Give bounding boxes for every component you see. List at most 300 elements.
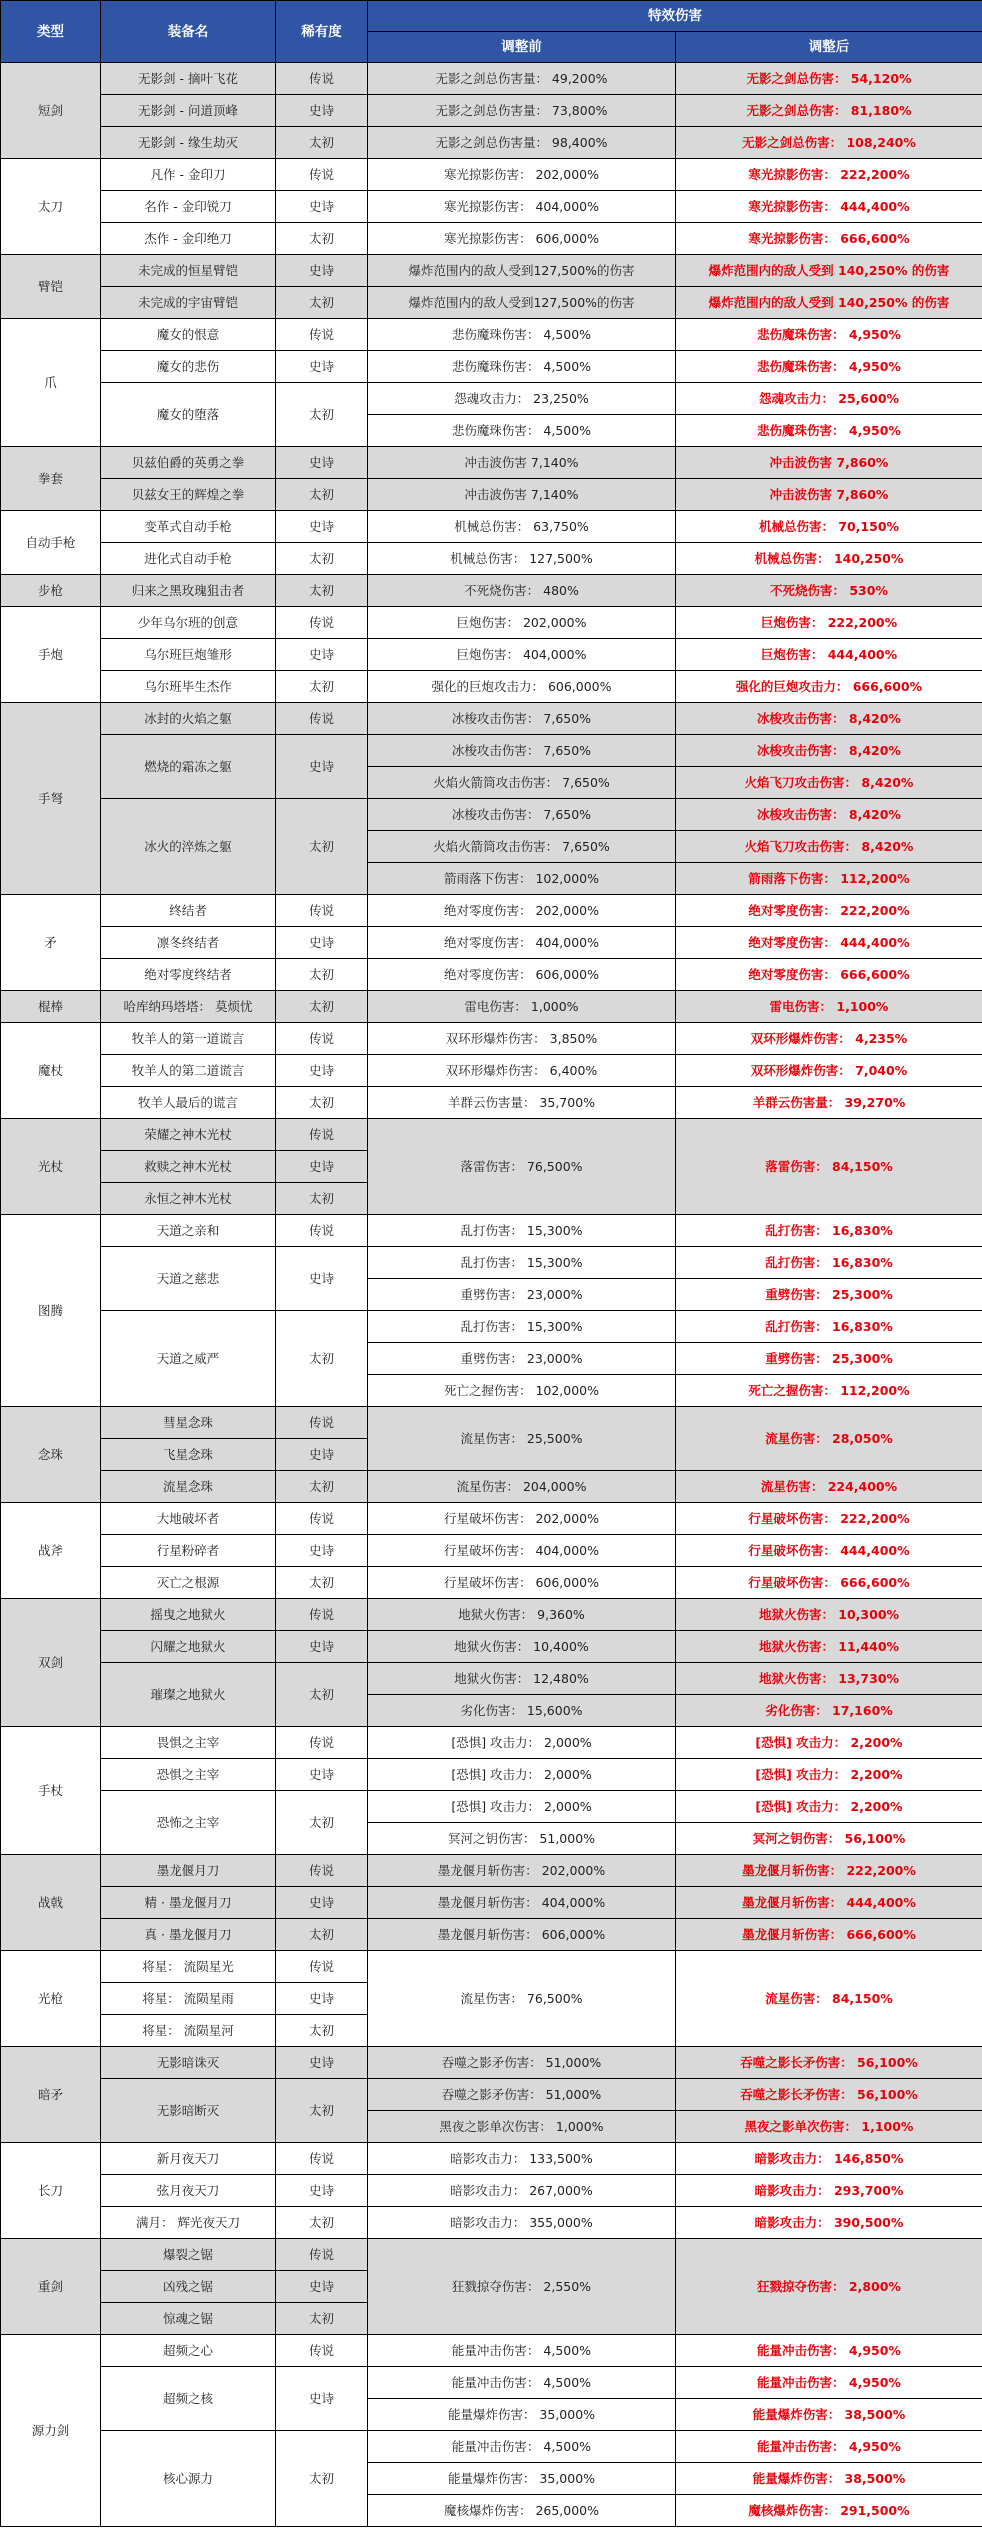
rarity-cell: 太初 [276,2015,368,2047]
after-value-cell: 爆炸范围内的敌人受到 140,250% 的伤害 [676,255,982,287]
after-value-cell: [恐惧] 攻击力： 2,200% [676,1727,982,1759]
table-row [1,2367,982,2399]
before-value-cell: 地狱火伤害： 12,480% [368,1663,676,1695]
weapon-type-cell: 手炮 [1,607,101,703]
rarity-cell: 太初 [276,223,368,255]
after-value-cell: 冲击波伤害 7,860% [676,479,982,511]
rarity-cell: 史诗 [276,1151,368,1183]
table-row [1,1407,982,1439]
rarity-cell: 传说 [276,2335,368,2367]
rarity-cell: 史诗 [276,1439,368,1471]
after-value-cell: [恐惧] 攻击力： 2,200% [676,1759,982,1791]
header-type: 类型 [1,1,101,63]
equipment-name-cell: 真 · 墨龙偃月刀 [101,1919,276,1951]
before-value-cell: 能量爆炸伤害： 35,000% [368,2399,676,2431]
before-value-cell: 无影之剑总伤害量： 98,400% [368,127,676,159]
weapon-type-cell: 矛 [1,895,101,991]
equipment-name-cell: 行星粉碎者 [101,1535,276,1567]
rarity-cell: 传说 [276,2239,368,2271]
rarity-cell: 太初 [276,1567,368,1599]
after-value-cell: 火焰飞刀攻击伤害： 8,420% [676,767,982,799]
before-value-cell: 乱打伤害： 15,300% [368,1215,676,1247]
before-value-cell: 暗影攻击力： 267,000% [368,2175,676,2207]
rarity-cell: 史诗 [276,735,368,799]
after-value-cell: 行星破坏伤害： 222,200% [676,1503,982,1535]
before-value-cell: 乱打伤害： 15,300% [368,1247,676,1279]
equipment-name-cell: 救赎之神木光杖 [101,1151,276,1183]
after-value-cell: 墨龙偃月斩伤害： 666,600% [676,1919,982,1951]
rarity-cell: 史诗 [276,1759,368,1791]
rarity-cell: 传说 [276,1503,368,1535]
table-row [1,191,982,223]
before-value-cell: 寒光掠影伤害： 404,000% [368,191,676,223]
before-value-cell: 能量冲击伤害： 4,500% [368,2431,676,2463]
table-row [1,671,982,703]
equipment-name-cell: 燃烧的霜冻之躯 [101,735,276,799]
before-value-cell: 无影之剑总伤害量： 49,200% [368,63,676,95]
rarity-cell: 太初 [276,671,368,703]
weapon-type-cell: 战斧 [1,1503,101,1599]
before-value-cell: 冲击波伤害 7,140% [368,447,676,479]
rarity-cell: 传说 [276,607,368,639]
rarity-cell: 传说 [276,1855,368,1887]
table-row [1,2175,982,2207]
equipment-name-cell: 牧羊人的第二道谎言 [101,1055,276,1087]
before-value-cell: 机械总伤害： 127,500% [368,543,676,575]
after-value-cell: 暗影攻击力： 390,500% [676,2207,982,2239]
weapon-type-cell: 魔杖 [1,1023,101,1119]
after-value-cell: 火焰飞刀攻击伤害： 8,420% [676,831,982,863]
equipment-name-cell: 闪耀之地狱火 [101,1631,276,1663]
after-value-cell: 落雷伤害： 84,150% [676,1119,982,1215]
before-value-cell: 绝对零度伤害： 404,000% [368,927,676,959]
rarity-cell: 传说 [276,159,368,191]
rarity-cell: 太初 [276,1663,368,1727]
weapon-type-cell: 暗矛 [1,2047,101,2143]
weapon-type-cell: 短剑 [1,63,101,159]
rarity-cell: 史诗 [276,1887,368,1919]
rarity-cell: 史诗 [276,2367,368,2431]
table-body [1,63,982,2527]
rarity-cell: 太初 [276,1919,368,1951]
after-value-cell: 流星伤害： 28,050% [676,1407,982,1471]
equipment-name-cell: 天道之威严 [101,1311,276,1407]
table-row [1,735,982,767]
after-value-cell: 冰梭攻击伤害： 8,420% [676,735,982,767]
weapon-type-cell: 念珠 [1,1407,101,1503]
weapon-type-cell: 手杖 [1,1727,101,1855]
equipment-name-cell: 墨龙偃月刀 [101,1855,276,1887]
before-value-cell: 暗影攻击力： 355,000% [368,2207,676,2239]
weapon-type-cell: 爪 [1,319,101,447]
after-value-cell: 双环形爆炸伤害： 7,040% [676,1055,982,1087]
before-value-cell: 乱打伤害： 15,300% [368,1311,676,1343]
table-row [1,2047,982,2079]
rarity-cell: 史诗 [276,511,368,543]
table-row [1,127,982,159]
rarity-cell: 史诗 [276,1983,368,2015]
weapon-type-cell: 双剑 [1,1599,101,1727]
equipment-name-cell: 恐怖之主宰 [101,1791,276,1855]
equipment-name-cell: 未完成的宇宙臂铠 [101,287,276,319]
equipment-name-cell: 无影剑 - 缘生劫灭 [101,127,276,159]
after-value-cell: 能量爆炸伤害： 38,500% [676,2463,982,2495]
weapon-type-cell: 太刀 [1,159,101,255]
before-value-cell: 重劈伤害： 23,000% [368,1279,676,1311]
before-value-cell: 火焰火箭筒攻击伤害： 7,650% [368,767,676,799]
rarity-cell: 史诗 [276,2047,368,2079]
after-value-cell: 冰梭攻击伤害： 8,420% [676,799,982,831]
before-value-cell: 爆炸范围内的敌人受到127,500%的伤害 [368,287,676,319]
after-value-cell: 冰梭攻击伤害： 8,420% [676,703,982,735]
rarity-cell: 传说 [276,2143,368,2175]
equipment-name-cell: 璀璨之地狱火 [101,1663,276,1727]
table-row [1,1663,982,1695]
before-value-cell: 绝对零度伤害： 606,000% [368,959,676,991]
before-value-cell: 巨炮伤害： 404,000% [368,639,676,671]
after-value-cell: 乱打伤害： 16,830% [676,1215,982,1247]
table-row [1,1855,982,1887]
table-row [1,543,982,575]
rarity-cell: 传说 [276,895,368,927]
table-row [1,1951,982,1983]
equipment-name-cell: 将星： 流陨星光 [101,1951,276,1983]
before-value-cell: 地狱火伤害： 9,360% [368,1599,676,1631]
after-value-cell: 能量冲击伤害： 4,950% [676,2367,982,2399]
table-row [1,1055,982,1087]
equipment-name-cell: 超频之核 [101,2367,276,2431]
table-row [1,607,982,639]
equipment-name-cell: 大地破坏者 [101,1503,276,1535]
after-value-cell: 重劈伤害： 25,300% [676,1343,982,1375]
rarity-cell: 太初 [276,543,368,575]
rarity-cell: 太初 [276,991,368,1023]
table-row [1,1215,982,1247]
after-value-cell: 绝对零度伤害： 666,600% [676,959,982,991]
after-value-cell: 狂戮掠夺伤害： 2,800% [676,2239,982,2335]
before-value-cell: 怨魂攻击力： 23,250% [368,383,676,415]
before-value-cell: 寒光掠影伤害： 606,000% [368,223,676,255]
weapon-type-cell: 长刀 [1,2143,101,2239]
equipment-name-cell: 精 · 墨龙偃月刀 [101,1887,276,1919]
equipment-name-cell: 天道之亲和 [101,1215,276,1247]
equipment-name-cell: 爆裂之锯 [101,2239,276,2271]
before-value-cell: 悲伤魔珠伤害： 4,500% [368,319,676,351]
after-value-cell: 巨炮伤害： 444,400% [676,639,982,671]
before-value-cell: 双环形爆炸伤害： 6,400% [368,1055,676,1087]
rarity-cell: 史诗 [276,351,368,383]
equipment-name-cell: 满月： 辉光夜天刀 [101,2207,276,2239]
before-value-cell: 墨龙偃月斩伤害： 202,000% [368,1855,676,1887]
before-value-cell: 地狱火伤害： 10,400% [368,1631,676,1663]
rarity-cell: 史诗 [276,255,368,287]
weapon-type-cell: 源力剑 [1,2335,101,2527]
equipment-name-cell: 魔女的堕落 [101,383,276,447]
table-row [1,1311,982,1343]
after-value-cell: 劣化伤害： 17,160% [676,1695,982,1727]
table-row [1,2335,982,2367]
rarity-cell: 太初 [276,127,368,159]
rarity-cell: 史诗 [276,95,368,127]
table-row [1,991,982,1023]
after-value-cell: 悲伤魔珠伤害： 4,950% [676,319,982,351]
table-row [1,1631,982,1663]
rarity-cell: 太初 [276,1471,368,1503]
equipment-name-cell: 贝兹女王的辉煌之拳 [101,479,276,511]
rarity-cell: 传说 [276,1119,368,1151]
before-value-cell: 吞噬之影矛伤害： 51,000% [368,2079,676,2111]
rarity-cell: 太初 [276,2207,368,2239]
equipment-name-cell: 恐惧之主宰 [101,1759,276,1791]
before-value-cell: 冥河之钥伤害： 51,000% [368,1823,676,1855]
equipment-name-cell: 将星： 流陨星雨 [101,1983,276,2015]
after-value-cell: 雷电伤害： 1,100% [676,991,982,1023]
table-row [1,895,982,927]
after-value-cell: 暗影攻击力： 293,700% [676,2175,982,2207]
after-value-cell: 寒光掠影伤害： 222,200% [676,159,982,191]
after-value-cell: 行星破坏伤害： 444,400% [676,1535,982,1567]
before-value-cell: 绝对零度伤害： 202,000% [368,895,676,927]
before-value-cell: 能量冲击伤害： 4,500% [368,2367,676,2399]
table-row [1,1535,982,1567]
table-row [1,63,982,95]
after-value-cell: 绝对零度伤害： 444,400% [676,927,982,959]
equipment-name-cell: 乌尔班巨炮雏形 [101,639,276,671]
table-row [1,1119,982,1151]
after-value-cell: 绝对零度伤害： 222,200% [676,895,982,927]
equipment-name-cell: 摇曳之地狱火 [101,1599,276,1631]
after-value-cell: 魔核爆炸伤害： 291,500% [676,2495,982,2527]
before-value-cell: 双环形爆炸伤害： 3,850% [368,1023,676,1055]
table-row [1,2207,982,2239]
table-row [1,927,982,959]
before-value-cell: 墨龙偃月斩伤害： 404,000% [368,1887,676,1919]
equipment-name-cell: 荣耀之神木光杖 [101,1119,276,1151]
table-row [1,95,982,127]
equipment-name-cell: 天道之慈悲 [101,1247,276,1311]
table-row [1,479,982,511]
before-value-cell: 雷电伤害： 1,000% [368,991,676,1023]
rarity-cell: 太初 [276,479,368,511]
rarity-cell: 史诗 [276,1247,368,1311]
rarity-cell: 史诗 [276,191,368,223]
header-after: 调整后 [676,32,982,63]
table-row [1,703,982,735]
equipment-name-cell: 魔女的恨意 [101,319,276,351]
after-value-cell: 寒光掠影伤害： 666,600% [676,223,982,255]
before-value-cell: 爆炸范围内的敌人受到127,500%的伤害 [368,255,676,287]
weapon-type-cell: 光枪 [1,1951,101,2047]
after-value-cell: 寒光掠影伤害： 444,400% [676,191,982,223]
before-value-cell: 火焰火箭筒攻击伤害： 7,650% [368,831,676,863]
before-value-cell: 行星破坏伤害： 606,000% [368,1567,676,1599]
after-value-cell: 能量冲击伤害： 4,950% [676,2431,982,2463]
rarity-cell: 太初 [276,1087,368,1119]
after-value-cell: 流星伤害： 224,400% [676,1471,982,1503]
table-row [1,1599,982,1631]
after-value-cell: 双环形爆炸伤害： 4,235% [676,1023,982,1055]
rarity-cell: 传说 [276,1951,368,1983]
after-value-cell: 黑夜之影单次伤害： 1,100% [676,2111,982,2143]
before-value-cell: 无影之剑总伤害量： 73,800% [368,95,676,127]
table-row [1,799,982,831]
table-row [1,2143,982,2175]
after-value-cell: 吞噬之影长矛伤害： 56,100% [676,2079,982,2111]
after-value-cell: 暗影攻击力： 146,850% [676,2143,982,2175]
equipment-name-cell: 凛冬终结者 [101,927,276,959]
equipment-name-cell: 新月夜天刀 [101,2143,276,2175]
before-value-cell: 冰梭攻击伤害： 7,650% [368,735,676,767]
rarity-cell: 太初 [276,2431,368,2527]
before-value-cell: [恐惧] 攻击力： 2,000% [368,1759,676,1791]
equipment-name-cell: 凶残之锯 [101,2271,276,2303]
after-value-cell: 乱打伤害： 16,830% [676,1311,982,1343]
table-row [1,447,982,479]
equipment-name-cell: 乌尔班毕生杰作 [101,671,276,703]
equipment-name-cell: 将星： 流陨星河 [101,2015,276,2047]
rarity-cell: 史诗 [276,1631,368,1663]
before-value-cell: 流星伤害： 204,000% [368,1471,676,1503]
before-value-cell: 冰梭攻击伤害： 7,650% [368,703,676,735]
rarity-cell: 史诗 [276,447,368,479]
rarity-cell: 太初 [276,1183,368,1215]
rarity-cell: 史诗 [276,1055,368,1087]
weapon-type-cell: 拳套 [1,447,101,511]
weapon-type-cell: 手弩 [1,703,101,895]
equipment-name-cell: 核心源力 [101,2431,276,2527]
equipment-name-cell: 杰作 - 金印绝刀 [101,223,276,255]
equipment-name-cell: 无影剑 - 摘叶飞花 [101,63,276,95]
after-value-cell: 行星破坏伤害： 666,600% [676,1567,982,1599]
after-value-cell: 悲伤魔珠伤害： 4,950% [676,351,982,383]
equipment-name-cell: 少年乌尔班的创意 [101,607,276,639]
table-row [1,1919,982,1951]
equipment-name-cell: 灭亡之根源 [101,1567,276,1599]
rarity-cell: 太初 [276,383,368,447]
table-row [1,2079,982,2111]
equipment-name-cell: 永恒之神木光杖 [101,1183,276,1215]
before-value-cell: [恐惧] 攻击力： 2,000% [368,1727,676,1759]
after-value-cell: 怨魂攻击力： 25,600% [676,383,982,415]
table-row [1,1567,982,1599]
rarity-cell: 传说 [276,1727,368,1759]
after-value-cell: 吞噬之影长矛伤害： 56,100% [676,2047,982,2079]
rarity-cell: 太初 [276,1791,368,1855]
after-value-cell: 能量冲击伤害： 4,950% [676,2335,982,2367]
before-value-cell: 落雷伤害： 76,500% [368,1119,676,1215]
after-value-cell: 巨炮伤害： 222,200% [676,607,982,639]
equipment-name-cell: 归来之黑玫瑰狙击者 [101,575,276,607]
after-value-cell: 强化的巨炮攻击力： 666,600% [676,671,982,703]
equipment-name-cell: 变革式自动手枪 [101,511,276,543]
weapon-type-cell: 重剑 [1,2239,101,2335]
table-row [1,1023,982,1055]
after-value-cell: 墨龙偃月斩伤害： 222,200% [676,1855,982,1887]
before-value-cell: 劣化伤害： 15,600% [368,1695,676,1727]
before-value-cell: 冰梭攻击伤害： 7,650% [368,799,676,831]
rarity-cell: 太初 [276,799,368,895]
before-value-cell: 不死烧伤害： 480% [368,575,676,607]
weapon-type-cell: 图腾 [1,1215,101,1407]
before-value-cell: 行星破坏伤害： 404,000% [368,1535,676,1567]
before-value-cell: 巨炮伤害： 202,000% [368,607,676,639]
table-row [1,2239,982,2271]
after-value-cell: 重劈伤害： 25,300% [676,1279,982,1311]
table-row [1,255,982,287]
equipment-name-cell: 未完成的恒星臂铠 [101,255,276,287]
rarity-cell: 太初 [276,1311,368,1407]
before-value-cell: 能量爆炸伤害： 35,000% [368,2463,676,2495]
before-value-cell: 机械总伤害： 63,750% [368,511,676,543]
equipment-name-cell: 弦月夜天刀 [101,2175,276,2207]
rarity-cell: 史诗 [276,2271,368,2303]
table-row [1,511,982,543]
before-value-cell: 悲伤魔珠伤害： 4,500% [368,351,676,383]
equipment-name-cell: 终结者 [101,895,276,927]
rarity-cell: 史诗 [276,2175,368,2207]
after-value-cell: [恐惧] 攻击力： 2,200% [676,1791,982,1823]
equipment-name-cell: 飞星念珠 [101,1439,276,1471]
equipment-name-cell: 畏惧之主宰 [101,1727,276,1759]
after-value-cell: 机械总伤害： 70,150% [676,511,982,543]
before-value-cell: 冲击波伤害 7,140% [368,479,676,511]
weapon-type-cell: 战戟 [1,1855,101,1951]
before-value-cell: 狂戮掠夺伤害： 2,550% [368,2239,676,2335]
rarity-cell: 太初 [276,2079,368,2143]
after-value-cell: 能量爆炸伤害： 38,500% [676,2399,982,2431]
equipment-name-cell: 超频之心 [101,2335,276,2367]
before-value-cell: 悲伤魔珠伤害： 4,500% [368,415,676,447]
after-value-cell: 地狱火伤害： 13,730% [676,1663,982,1695]
header-name: 装备名 [101,1,276,63]
table-row [1,1887,982,1919]
equipment-name-cell: 进化式自动手枪 [101,543,276,575]
table-row [1,639,982,671]
table-row [1,351,982,383]
table-row [1,1471,982,1503]
equipment-name-cell: 牧羊人的第一道谎言 [101,1023,276,1055]
weapon-type-cell: 臂铠 [1,255,101,319]
rarity-cell: 传说 [276,319,368,351]
equipment-name-cell: 无影剑 - 问道顶峰 [101,95,276,127]
equipment-name-cell: 冰封的火焰之躯 [101,703,276,735]
table-row [1,383,982,415]
before-value-cell: 重劈伤害： 23,000% [368,1343,676,1375]
after-value-cell: 无影之剑总伤害： 54,120% [676,63,982,95]
equipment-name-cell: 无影暗断灭 [101,2079,276,2143]
table-row [1,1247,982,1279]
after-value-cell: 爆炸范围内的敌人受到 140,250% 的伤害 [676,287,982,319]
before-value-cell: 魔核爆炸伤害： 265,000% [368,2495,676,2527]
before-value-cell: 流星伤害： 76,500% [368,1951,676,2047]
equipment-name-cell: 魔女的悲伤 [101,351,276,383]
rarity-cell: 史诗 [276,1535,368,1567]
table-row [1,575,982,607]
after-value-cell: 死亡之握伤害： 112,200% [676,1375,982,1407]
equipment-name-cell: 彗星念珠 [101,1407,276,1439]
after-value-cell: 机械总伤害： 140,250% [676,543,982,575]
table-row [1,159,982,191]
after-value-cell: 冲击波伤害 7,860% [676,447,982,479]
rarity-cell: 传说 [276,703,368,735]
equipment-name-cell: 流星念珠 [101,1471,276,1503]
before-value-cell: 流星伤害： 25,500% [368,1407,676,1471]
after-value-cell: 无影之剑总伤害： 108,240% [676,127,982,159]
table-row [1,319,982,351]
after-value-cell: 羊群云伤害量： 39,270% [676,1087,982,1119]
equipment-name-cell: 冰火的淬炼之躯 [101,799,276,895]
weapon-type-cell: 自动手枪 [1,511,101,575]
